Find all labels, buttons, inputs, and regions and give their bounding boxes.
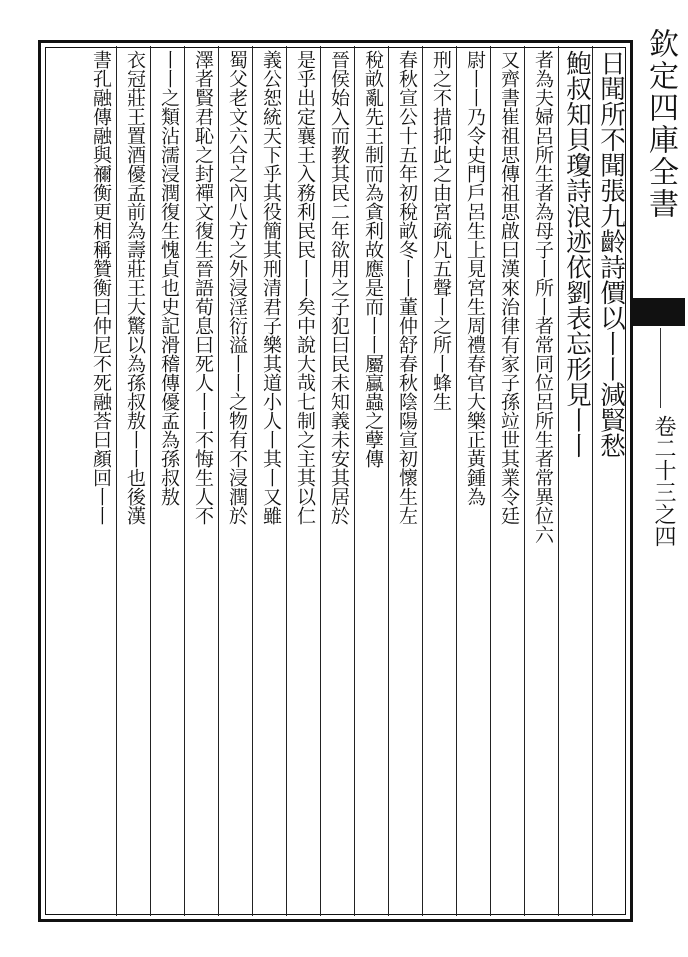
- column-rule: [388, 46, 389, 916]
- fish-tail-mark: [633, 298, 685, 326]
- text-column-1: 日聞所不聞張九齡詩價以丨丨減賢愁: [596, 50, 626, 458]
- column-rule: [184, 46, 185, 916]
- text-column-13: 澤者賢君恥之封禪文復生晉語荀息曰死人丨丨不悔生人不: [192, 50, 214, 525]
- text-column-5: 尉丨丨乃令史門戶呂生上見宮生周禮春官大樂正黃鍾為: [464, 50, 486, 506]
- text-column-16: 書孔融傳融與禰衡更相稱贊衡曰仲尼不死融荅曰顏回丨丨: [90, 50, 112, 525]
- text-column-2: 鮑叔知貝瓊詩浪迹依劉表忘形見丨丨: [562, 50, 592, 458]
- column-rule: [456, 46, 457, 916]
- column-rule: [218, 46, 219, 916]
- column-rule: [286, 46, 287, 916]
- column-rule: [592, 46, 593, 916]
- book-title: 欽定四庫全書: [643, 28, 678, 220]
- volume-label: 卷二十三之四: [651, 415, 676, 547]
- text-column-14: 丨丨之類沾濡浸潤復生愧貞也史記滑稽傳優孟為孫叔敖: [158, 50, 180, 506]
- text-column-10: 是乎出定襄王入務利民民丨丨矣中說大哉七制之主其以仁: [294, 50, 316, 525]
- text-column-8: 稅畝亂先王制而為貪利故應是而丨丨屬蠃蟲之孽傳: [362, 50, 384, 468]
- text-column-6: 刑之不措抑此之由宮疏凡五聲丨之所丨蜂生: [430, 50, 452, 411]
- column-rule: [116, 46, 117, 916]
- text-column-4: 又齊書崔祖思傳祖思啟曰漢來治律有家子孫竝世其業令廷: [498, 50, 520, 525]
- column-rule: [558, 46, 559, 916]
- column-rule: [150, 46, 151, 916]
- text-column-12: 蜀父老文六合之內八方之外浸淫衍溢丨丨之物有不浸潤於: [226, 50, 248, 525]
- column-rule: [524, 46, 525, 916]
- column-rule: [252, 46, 253, 916]
- column-rule: [320, 46, 321, 916]
- text-column-7: 春秋宣公十五年初稅畝冬丨丨董仲舒春秋陰陽宣初懷生左: [396, 50, 418, 525]
- column-rule: [490, 46, 491, 916]
- text-column-9: 晉侯始入而教其民二年欲用之子犯曰民未知義未安其居於: [328, 50, 350, 525]
- text-column-3: 者為夫婦呂所生者為母子丨所丨者常同位呂所生者常異位六: [532, 50, 554, 544]
- margin-divider: [660, 328, 661, 408]
- column-rule: [422, 46, 423, 916]
- text-column-11: 義公恕統天下乎其役簡其刑清君子樂其道小人丨其丨又雖: [260, 50, 282, 525]
- column-rule: [354, 46, 355, 916]
- text-column-15: 衣冠莊王置酒優孟前為壽莊王大驚以為孫叔敖丨丨也後漢: [124, 50, 146, 525]
